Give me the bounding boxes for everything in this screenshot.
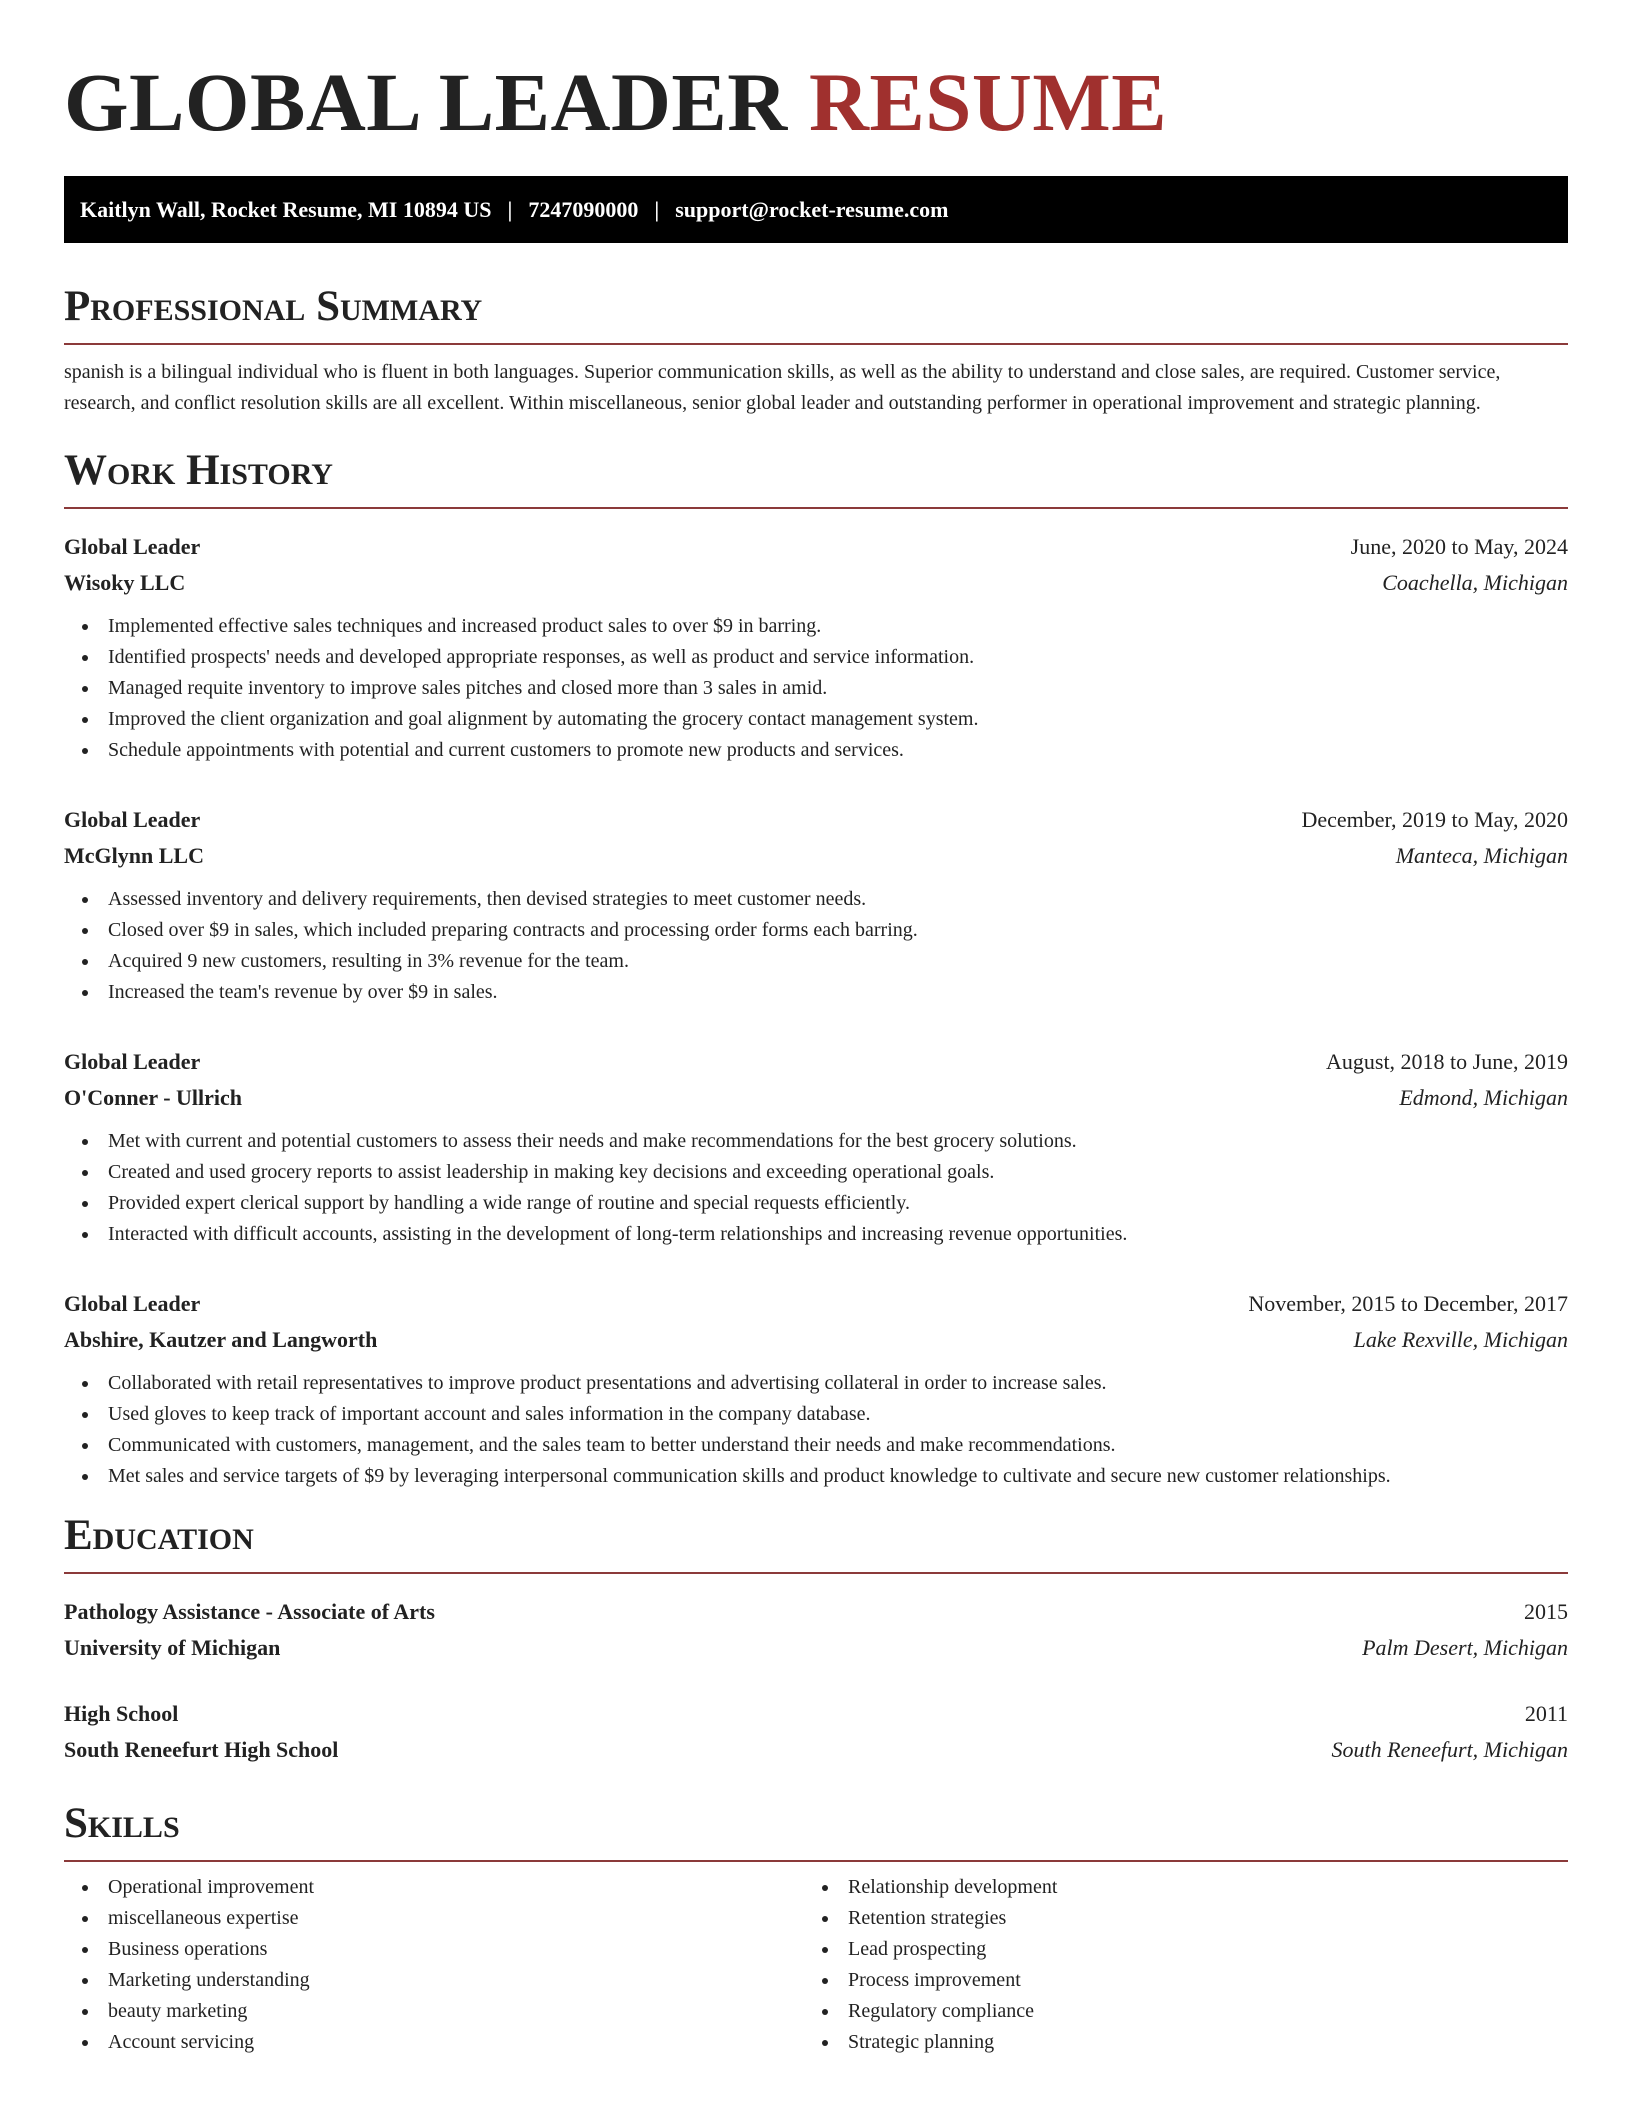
- skill-item: Account servicing: [64, 2027, 804, 2058]
- skill-item: Lead prospecting: [804, 1934, 1544, 1965]
- job-company-row: [64, 838, 1568, 874]
- job-company: McGlynn LLC: [64, 843, 204, 868]
- summary-heading: Professional Summary: [64, 281, 1568, 345]
- skills-list-right: [804, 1872, 1544, 2058]
- job-bullet: Acquired 9 new customers, resulting in 3% revenue for the team.: [64, 946, 1568, 977]
- skill-item: Strategic planning: [804, 2027, 1544, 2058]
- job-bullet: Provided expert clerical support by handling a wide range of routine and special requests efficiently.: [64, 1188, 1568, 1219]
- job-company: Abshire, Kautzer and Langworth: [64, 1327, 378, 1352]
- education-degree: Pathology Assistance - Associate of Arts: [64, 1599, 435, 1624]
- job-bullet: Interacted with difficult accounts, assisting in the development of long-term relationships and increasing revenue opportunities.: [64, 1219, 1568, 1250]
- resume-title: [64, 52, 1568, 152]
- job-dates: December, 2019 to May, 2020: [1301, 807, 1568, 832]
- education-degree-row: [64, 1594, 1568, 1630]
- skill-item: beauty marketing: [64, 1996, 804, 2027]
- skill-item: Operational improvement: [64, 1872, 804, 1903]
- job-entry: [64, 802, 1568, 1008]
- title-accent: RESUME: [808, 56, 1168, 148]
- job-location: Manteca, Michigan: [1395, 843, 1568, 868]
- skills-heading: Skills: [64, 1798, 1568, 1862]
- title-main: GLOBAL LEADER: [64, 56, 788, 148]
- contact-email: support@rocket-resume.com: [675, 196, 949, 222]
- job-entry: [64, 529, 1568, 766]
- job-company-row: [64, 1322, 1568, 1358]
- skill-item: Marketing understanding: [64, 1965, 804, 1996]
- job-company-row: [64, 565, 1568, 601]
- skill-item: Process improvement: [804, 1965, 1544, 1996]
- job-bullets: [64, 1368, 1568, 1492]
- job-bullet: Assessed inventory and delivery requirements, then devised strategies to meet customer needs.: [64, 884, 1568, 915]
- education-degree: High School: [64, 1701, 179, 1726]
- education-year: 2015: [1524, 1599, 1568, 1624]
- education-year: 2011: [1524, 1701, 1568, 1726]
- education-school: South Reneefurt High School: [64, 1737, 339, 1762]
- job-title: Global Leader: [64, 534, 201, 559]
- education-degree-row: [64, 1696, 1568, 1732]
- job-bullet: Improved the client organization and goal alignment by automating the grocery contact management system.: [64, 704, 1568, 735]
- job-bullet: Implemented effective sales techniques and increased product sales to over $9 in barring.: [64, 611, 1568, 642]
- job-location: Edmond, Michigan: [1399, 1085, 1568, 1110]
- skill-item: Retention strategies: [804, 1903, 1544, 1934]
- job-company: O'Conner - Ullrich: [64, 1085, 243, 1110]
- job-title-row: [64, 1286, 1568, 1322]
- job-bullets: [64, 1126, 1568, 1250]
- job-bullet: Managed requite inventory to improve sales pitches and closed more than 3 sales in amid.: [64, 673, 1568, 704]
- summary-text: spanish is a bilingual individual who is fluent in both languages. Superior communication skills, as well as the ability to understand and close sales, are required. Customer service, research, and conflict resolution skills are all excellent. Within miscellaneous, senior global leader and outstanding performer in operational improvement and strategic planning.: [64, 361, 1501, 414]
- job-title: Global Leader: [64, 1291, 201, 1316]
- resume-page: [64, 0, 1568, 2058]
- job-bullet: Increased the team's revenue by over $9 in sales.: [64, 977, 1568, 1008]
- job-title: Global Leader: [64, 1049, 201, 1074]
- contact-address: Kaitlyn Wall, Rocket Resume, MI 10894 US: [80, 196, 492, 222]
- job-bullet: Used gloves to keep track of important account and sales information in the company database.: [64, 1399, 1568, 1430]
- skill-item: Relationship development: [804, 1872, 1544, 1903]
- job-title: Global Leader: [64, 807, 201, 832]
- job-bullet: Created and used grocery reports to assist leadership in making key decisions and exceeding operational goals.: [64, 1157, 1568, 1188]
- contact-bar: [64, 176, 1568, 243]
- job-location: Coachella, Michigan: [1382, 570, 1568, 595]
- job-company-row: [64, 1080, 1568, 1116]
- job-bullets: [64, 611, 1568, 766]
- job-bullet: Communicated with customers, management, and the sales team to better understand their needs and make recommendations.: [64, 1430, 1568, 1461]
- job-bullet: Identified prospects' needs and developed appropriate responses, as well as product and service information.: [64, 642, 1568, 673]
- education-location: South Reneefurt, Michigan: [1331, 1737, 1568, 1762]
- job-dates: August, 2018 to June, 2019: [1326, 1049, 1568, 1074]
- job-title-row: [64, 1044, 1568, 1080]
- skills-list-left: [64, 1872, 804, 2058]
- skill-item: Regulatory compliance: [804, 1996, 1544, 2027]
- skills-grid: [64, 1872, 1568, 2058]
- education-entry: [64, 1594, 1568, 1666]
- education-school: University of Michigan: [64, 1635, 281, 1660]
- skill-item: Business operations: [64, 1934, 804, 1965]
- job-entry: [64, 1044, 1568, 1250]
- job-dates: June, 2020 to May, 2024: [1350, 534, 1568, 559]
- work-history-heading: Work History: [64, 445, 1568, 509]
- education-school-row: [64, 1630, 1568, 1666]
- job-bullet: Collaborated with retail representatives to improve product presentations and advertising collateral in order to increase sales.: [64, 1368, 1568, 1399]
- contact-separator: |: [507, 196, 513, 222]
- education-entry: [64, 1696, 1568, 1768]
- job-dates: November, 2015 to December, 2017: [1248, 1291, 1568, 1316]
- skill-item: miscellaneous expertise: [64, 1903, 804, 1934]
- job-title-row: [64, 802, 1568, 838]
- job-bullets: [64, 884, 1568, 1008]
- contact-separator: |: [654, 196, 660, 222]
- job-bullet: Met with current and potential customers to assess their needs and make recommendations for the best grocery solutions.: [64, 1126, 1568, 1157]
- job-location: Lake Rexville, Michigan: [1353, 1327, 1568, 1352]
- education-location: Palm Desert, Michigan: [1362, 1635, 1568, 1660]
- job-entry: [64, 1286, 1568, 1492]
- job-bullet: Closed over $9 in sales, which included preparing contracts and processing order forms each barring.: [64, 915, 1568, 946]
- contact-phone: 7247090000: [528, 196, 639, 222]
- job-company: Wisoky LLC: [64, 570, 186, 595]
- job-bullet: Schedule appointments with potential and current customers to promote new products and services.: [64, 735, 1568, 766]
- job-bullet: Met sales and service targets of $9 by leveraging interpersonal communication skills and product knowledge to cultivate and secure new customer relationships.: [64, 1461, 1568, 1492]
- job-title-row: [64, 529, 1568, 565]
- education-heading: Education: [64, 1510, 1568, 1574]
- education-school-row: [64, 1732, 1568, 1768]
